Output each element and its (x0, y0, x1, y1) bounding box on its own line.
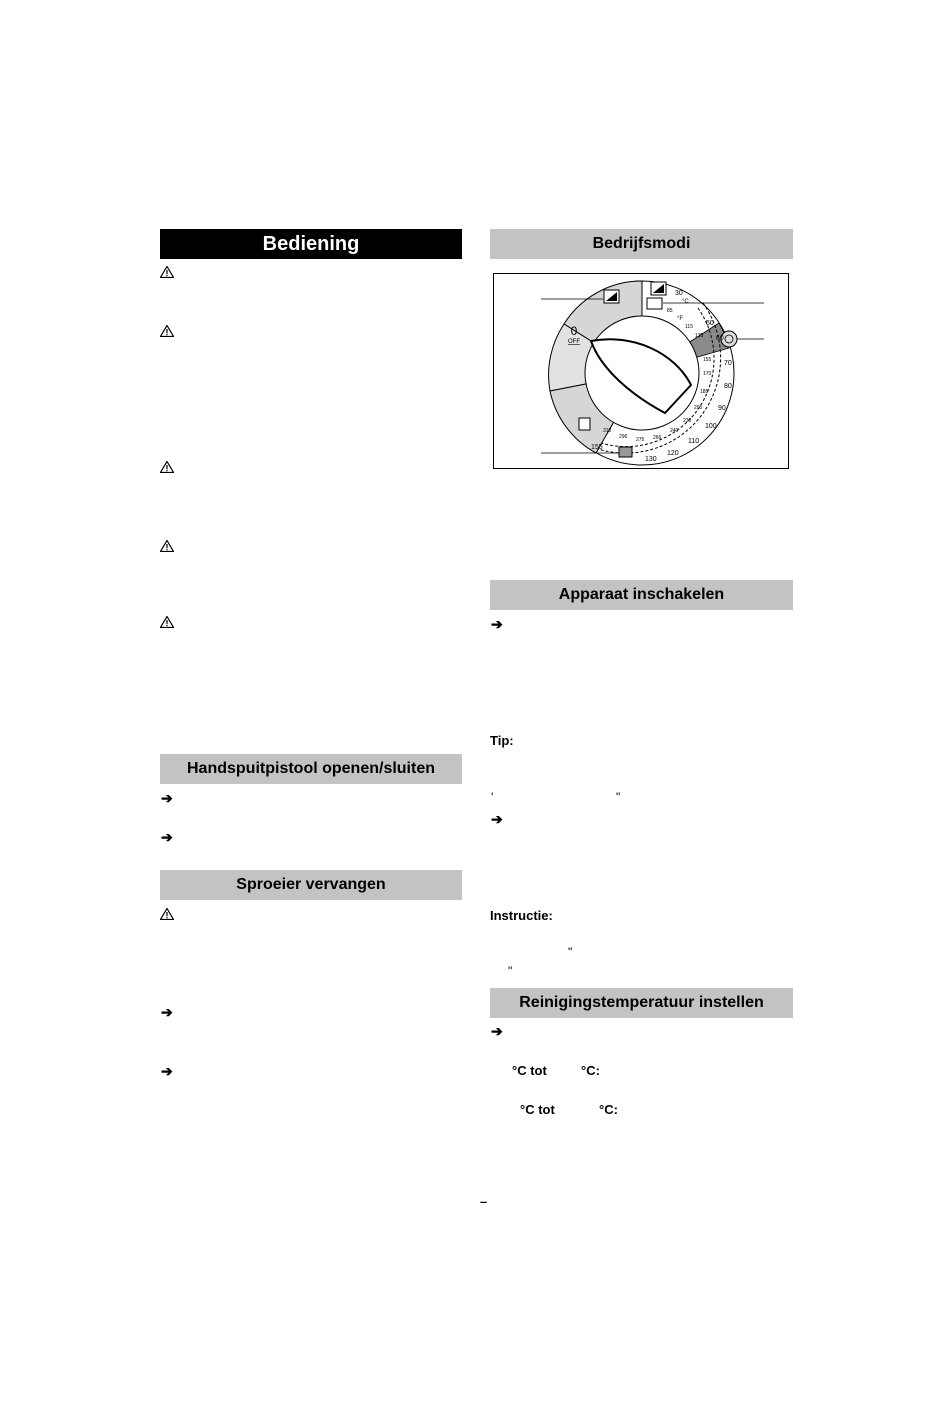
celsius-label: 130 (645, 456, 657, 463)
dial-off-zero: 0 (570, 324, 578, 338)
arrow-icon: ➔ (161, 1063, 173, 1079)
fahrenheit-label: 205 (694, 405, 703, 411)
mode-dial-figure (493, 273, 790, 470)
instructie-quote: " (568, 945, 573, 959)
fahrenheit-label: 240 (670, 428, 679, 434)
quote-open: ' (491, 790, 494, 804)
celsius-label: 80 (724, 383, 732, 390)
celsius-label: 120 (667, 450, 679, 457)
warning-icon (160, 461, 174, 473)
fahrenheit-label: 85 (667, 308, 673, 314)
temp-range-1-end: °C: (581, 1063, 600, 1078)
temp-range-2-start: °C tot (520, 1102, 555, 1117)
unit-f: °F (677, 316, 684, 322)
fahrenheit-label: 135 (695, 333, 704, 339)
celsius-label: 100 (705, 423, 717, 430)
temp-range-2-end: °C: (599, 1102, 618, 1117)
section-title-sproeier: Sproeier vervangen (160, 870, 462, 900)
celsius-label: 90 (718, 405, 726, 412)
celsius-label: 155 (591, 444, 603, 451)
fahrenheit-label: 170 (703, 371, 712, 377)
arrow-icon: ➔ (491, 811, 503, 827)
warning-icon (160, 908, 174, 920)
arrow-icon: ➔ (161, 829, 173, 845)
fahrenheit-label: 296 (619, 434, 628, 440)
celsius-label: 70 (724, 360, 732, 367)
fahrenheit-label: 266 (653, 435, 662, 441)
tip-label: Tip: (490, 733, 514, 748)
temp-range-1-start: °C tot (512, 1063, 547, 1078)
unit-c: °C (682, 299, 689, 305)
section-title-bediening: Bediening (160, 229, 462, 259)
arrow-icon: ➔ (491, 616, 503, 632)
page-mark: – (480, 1194, 488, 1209)
arrow-icon: ➔ (161, 1004, 173, 1020)
section-title-handspuitpistool: Handspuitpistool openen/sluiten (160, 754, 462, 784)
celsius-label: 30 (675, 290, 683, 297)
warning-icon (160, 616, 174, 628)
warning-icon (160, 325, 174, 337)
dial-off-text: OFF (568, 339, 580, 345)
section-title-apparaat-inschakelen: Apparaat inschakelen (490, 580, 793, 610)
warning-icon (160, 540, 174, 552)
section-title-reinigingstemperatuur: Reinigingstemperatuur instellen (490, 988, 793, 1018)
warning-icon (160, 266, 174, 278)
quote-close: " (616, 790, 621, 804)
fahrenheit-label: 310 (603, 428, 612, 434)
arrow-icon: ➔ (491, 1023, 503, 1039)
celsius-label: 50 (706, 320, 714, 327)
celsius-label: 110 (688, 438, 700, 445)
celsius-label: 60 (716, 335, 724, 342)
fahrenheit-label: 230 (683, 418, 692, 424)
fahrenheit-label: 155 (703, 357, 712, 363)
instructie-label: Instructie: (490, 908, 553, 923)
fahrenheit-label: 275 (636, 437, 645, 443)
arrow-icon: ➔ (161, 790, 173, 806)
section-title-bedrijfsmodi: Bedrijfsmodi (490, 229, 793, 259)
fahrenheit-label: 185 (700, 389, 709, 395)
fahrenheit-label: 115 (685, 324, 693, 330)
instructie-quote: " (508, 964, 513, 978)
